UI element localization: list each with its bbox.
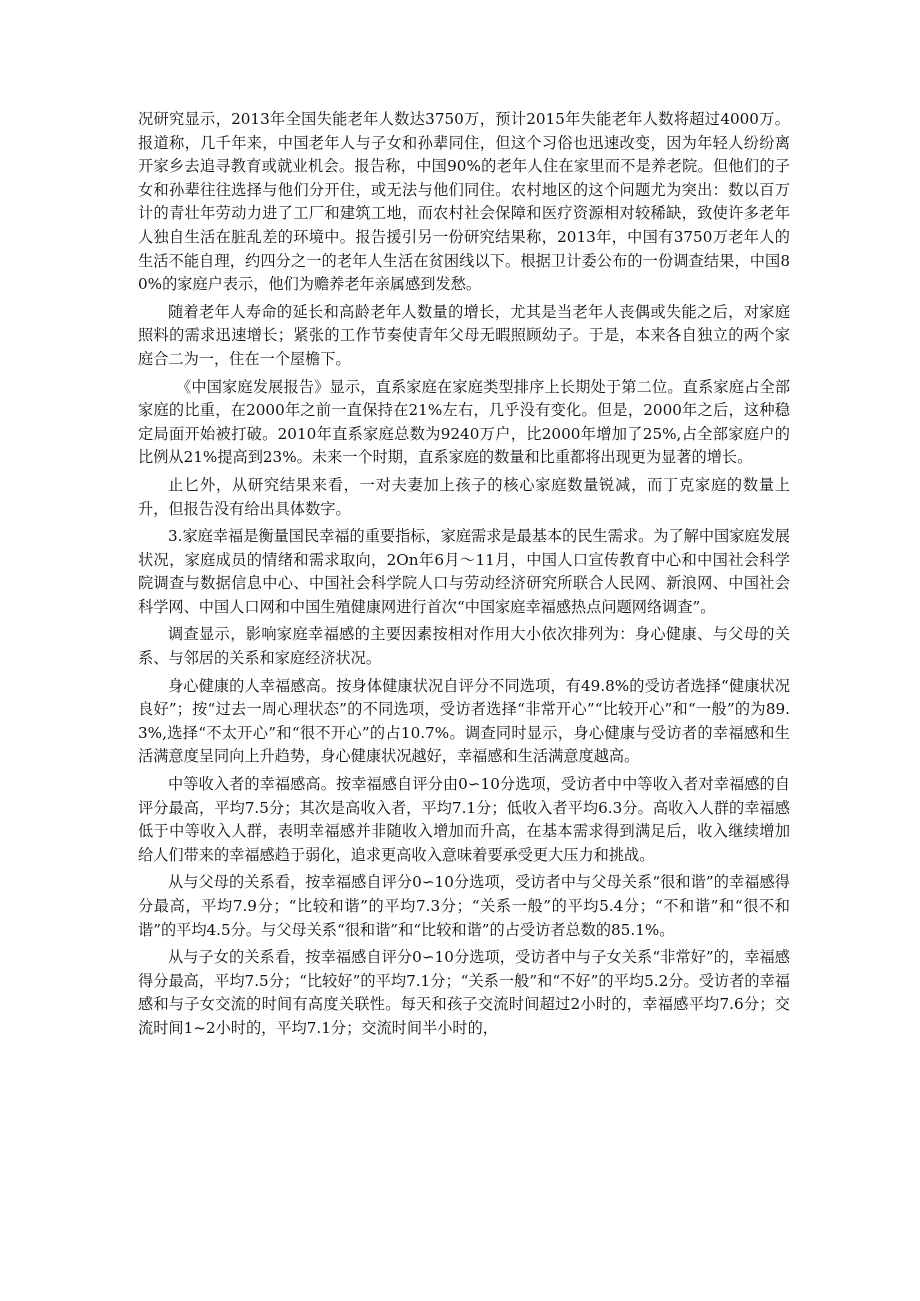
paragraph-survey-factors: 调查显示，影响家庭幸福感的主要因素按相对作用大小依次排列为：身心健康、与父母的关系、与邻居的关系和家庭经济状况。 bbox=[138, 625, 790, 668]
paragraph-elderly-care-report: 况研究显示，2013年全国失能老年人数达3750万，预计2015年失能老年人数将超过4000万。报道称，几千年来，中国老年人与子女和孙辈同住，但这个习俗也迅速改变，因为年轻人纷纷离开家乡去追寻教育或就业机会。报告称，中国90%的老年人住在家里而不是养老院。但他们的子女和孙辈往往选择与他们分开住，或无法与他们同住。农村地区的这个问题尤为突出：数以百万计的青壮年劳动力进了工厂和建筑工地，而农村社会保障和医疗资源相对较稀缺，致使许多老年人独自生活在脏乱差的环境中。报告援引另一份研究结果称，2013年，中国有3750万老年人的生活不能自理，约四分之一的老年人生活在贫困线以下。根据卫计委公布的一份调查结果，中国80%的家庭户表示，他们为赡养老年亲属感到发愁。 bbox=[138, 110, 790, 294]
paragraph-family-happiness-survey: 3.家庭幸福是衡量国民幸福的重要指标，家庭需求是最基本的民生需求。为了解中国家庭发展状况，家庭成员的情绪和需求取向，2On年6月～11月，中国人口宣传教育中心和中国社会科学院调查与数据信息中心、中国社会科学院人口与劳动经济研究所联合人民网、新浪网、中国社会科学网、中国人口网和中国生殖健康网进行首次“中国家庭幸福感热点问题网络调查”。 bbox=[138, 527, 790, 616]
paragraph-family-care-demand: 随着老年人寿命的延长和高龄老年人数量的增长，尤其是当老年人丧偶或失能之后，对家庭照料的需求迅速增长；紧张的工作节奏使青年父母无暇照顾幼子。于是，本来各自独立的两个家庭合二为一，住在一个屋檐下。 bbox=[138, 302, 790, 368]
paragraph-parent-relationship: 从与父母的关系看，按幸福感自评分0∽10分选项，受访者中与父母关系“很和谐”的幸福感得分最高，平均7.9分；“比较和谐”的平均7.3分；“关系一般”的平均5.4分；“不和谐”和“很不和谐”的平均4.5分。与父母关系“很和谐”和“比较和谐”的占受访者总数的85.1%。 bbox=[138, 873, 790, 939]
paragraph-lineal-family-report: 《中国家庭发展报告》显示，直系家庭在家庭类型排序上长期处于第二位。直系家庭占全部家庭的比重，在2000年之前一直保持在21%左右，几乎没有变化。但是，2000年之后，这种稳定局面开始被打破。2010年直系家庭总数为9240万户，比2000年增加了25%,占全部家庭户的比例从21%提高到23%。未来一个时期，直系家庭的数量和比重都将出现更为显著的增长。 bbox=[138, 377, 790, 467]
paragraph-health-happiness: 身心健康的人幸福感高。按身体健康状况自评分不同选项，有49.8%的受访者选择“健康状况良好”；按“过去一周心理状态”的不同选项，受访者选择“非常开心”“比较开心”和“一般”的为89.3%,选择“不太开心”和“很不开心”的占10.7%。调查同时显示，身心健康与受访者的幸福感和生活满意度呈同向上升趋势，身心健康状况越好，幸福感和生活满意度越高。 bbox=[138, 676, 790, 766]
paragraph-nuclear-family: 止匕外，从研究结果来看，一对夫妻加上孩子的核心家庭数量锐减，而丁克家庭的数量上升，但报告没有给出具体数字。 bbox=[138, 475, 790, 518]
document-page bbox=[138, 108, 790, 1045]
paragraph-children-relationship: 从与子女的关系看，按幸福感自评分0∽10分选项，受访者中与子女关系“非常好”的，幸福感得分最高，平均7.5分；“比较好”的平均7.1分；“关系一般”和“不好”的平均5.2分。受访者的幸福感和与子女交流的时间有高度关联性。每天和孩子交流时间超过2小时的，幸福感平均7.6分；交流时间1~2小时的，平均7.1分；交流时间半小时的， bbox=[138, 948, 790, 1037]
paragraph-income-happiness: 中等收入者的幸福感高。按幸福感自评分由0∽10分选项，受访者中中等收入者对幸福感的自评分最高，平均7.5分；其次是高收入者，平均7.1分；低收入者平均6.3分。高收入人群的幸福感低于中等收入人群，表明幸福感并非随收入增加而升高，在基本需求得到满足后，收入继续增加给人们带来的幸福感趋于弱化，追求更高收入意味着要承受更大压力和挑战。 bbox=[138, 775, 790, 864]
